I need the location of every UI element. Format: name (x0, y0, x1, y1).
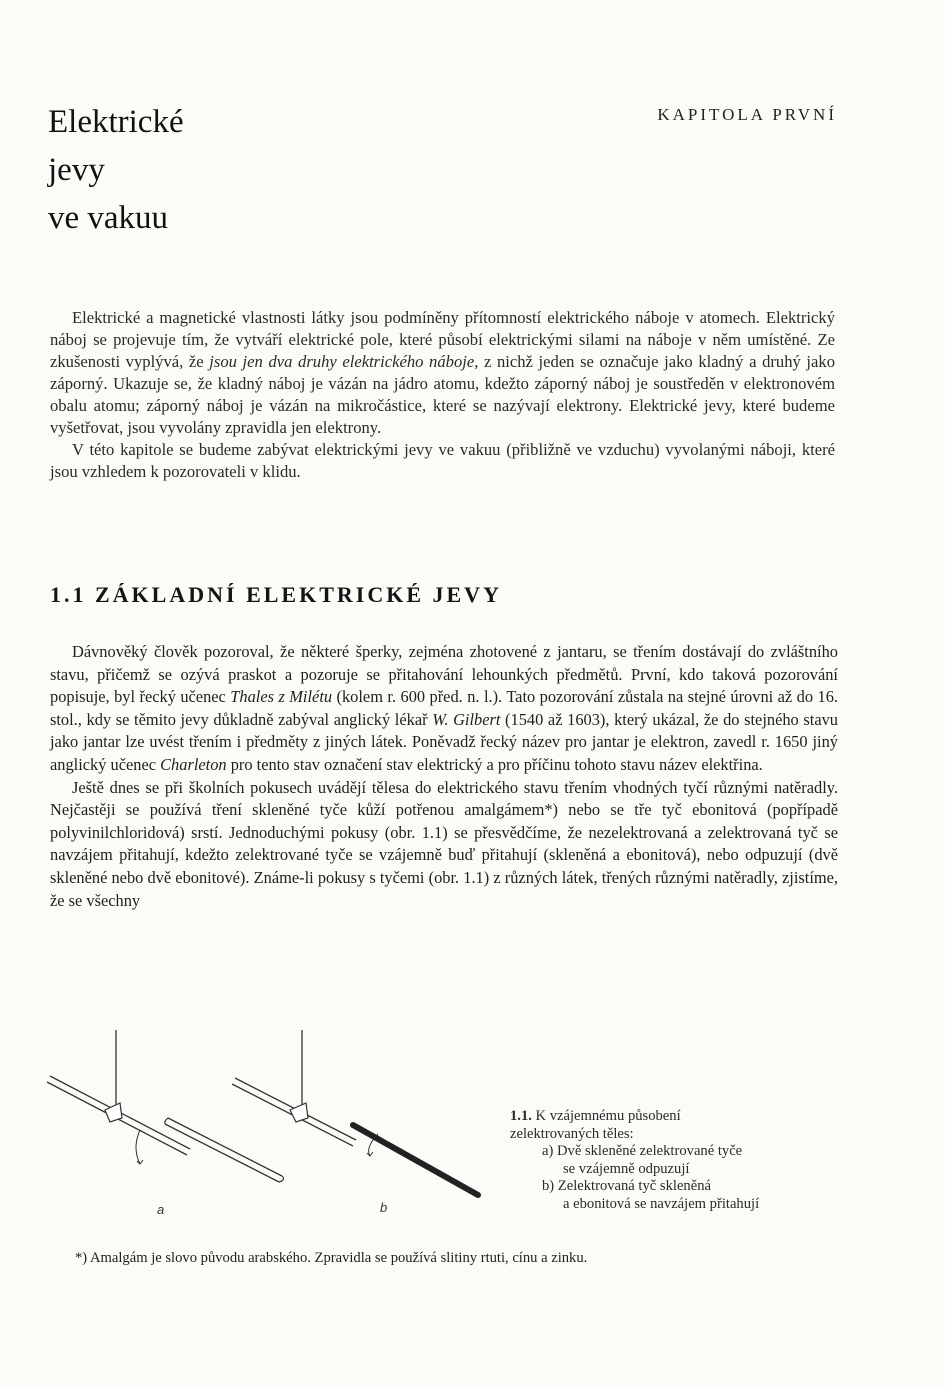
caption-number: 1.1. (510, 1108, 532, 1124)
intro-paragraph (50, 307, 835, 439)
body-text-run: (kolem r. 600 před. n. l.). Tato pozorování zůstala na stejné úrovni až do 16. stol., kdy se těmito jevy důkladně zabýval anglický lékař (50, 687, 838, 729)
figure-rods (40, 1030, 510, 1230)
chapter-title-line: Elektrické (48, 104, 184, 140)
chapter-title-line: jevy (48, 152, 105, 188)
chapter-title-line: ve vakuu (48, 200, 169, 236)
chapter-title (48, 98, 348, 242)
body-emphasis: Thales z Milétu (230, 687, 333, 707)
caption-line: zelektrovaných těles: (510, 1125, 634, 1142)
body-text-run: pro tento stav označení stav elektrický a pro příčinu tohoto stavu název elektřina. (226, 754, 763, 774)
caption-title: K vzájemnému působení (535, 1108, 681, 1124)
caption-line (510, 1108, 845, 1126)
intro-paragraph: V této kapitole se budeme zabývat elektrickými jevy ve vakuu (přibližně ve vzduchu) vyvolanými náboji, které jsou vzhledem k pozorovateli v klidu. (50, 440, 835, 481)
section-heading: 1.1 ZÁKLADNÍ ELEKTRICKÉ JEVY (50, 582, 502, 607)
chapter-label: KAPITOLA PRVNÍ (657, 105, 837, 124)
rod-end (165, 1118, 168, 1124)
motion-arrow (136, 1130, 140, 1164)
rods-illustration (40, 1030, 510, 1230)
caption-item-a-cont: se vzájemně odpuzují (563, 1160, 690, 1177)
intro-text-run: z nichž jeden se označuje jako kladný a druhý jako záporný. Ukazuje se, že kladný náboj je vázán na jádro atomu, kdežto záporný náboj je soustředěn v elektronovém obalu atomu; záporný náboj je vázán na mikročástice, které se nazývají elektrony. Elektrické jevy, které budeme vyšetřovat, jsou vyvolány zpravidla jen elektrony. (50, 352, 835, 437)
arrow-head (367, 1152, 373, 1156)
body-text-run: (1540 až 1603), který ukázal, že do stejného stavu jako jantar lze uvést třením i předměty z jiných látek. Poněvadž řecký název pro jantar je elektron, zavedl r. 1650 jiný anglický učenec (50, 709, 838, 774)
body-paragraph (50, 641, 838, 777)
body-text (50, 641, 838, 912)
figure-caption (510, 1108, 845, 1213)
body-emphasis: Charleton (160, 754, 227, 774)
body-emphasis: W. Gilbert (432, 709, 501, 729)
rod-end (279, 1176, 283, 1182)
body-text-run: Dávnověký člověk pozoroval, že některé šperky, zejména zhotovené z jantaru, se třením dostávají do zvláštního stavu, přičemž se ozývá praskot a pozoruje se přitahování lehounkých předmětů. První, kdo taková pozorování popisuje, byl řecký učenec (50, 642, 838, 707)
caption-item-b-cont: a ebonitová se navzájem přitahují (563, 1195, 760, 1212)
caption-item-a: a) Dvě skleněné zelektrované tyče (542, 1143, 743, 1159)
arrow-head (137, 1160, 143, 1164)
footnote: *) Amalgám je slovo původu arabského. Zpravidla se používá slitiny rtuti, cínu a zinku. (75, 1250, 588, 1266)
figure-label-a: a (157, 1202, 165, 1217)
ebonite-rod (353, 1125, 478, 1195)
figure-label-b: b (380, 1200, 388, 1215)
caption-item-b: b) Zelektrovaná tyč skleněná (542, 1178, 711, 1194)
intro-text (50, 307, 835, 483)
rod-holder (290, 1103, 308, 1122)
intro-emphasis: jsou jen dva druhy elektrického náboje, (209, 352, 479, 371)
intro-text-run: Elektrické a magnetické vlastnosti látky jsou podmíněny přítomností elektrického náboje v atomech. Elektrický náboj se projevuje tím, že vytváří elektrické pole, které působí elektrickými silami na náboje v něm umístěné. Ze zkušenosti vyplývá, že (50, 308, 835, 371)
body-paragraph: Ještě dnes se při školních pokusech uvádějí tělesa do elektrického stavu třením vhodných tyčí různými natěradly. Nejčastěji se používá tření skleněné tyče kůží potřenou amalgámem*) nebo se tře tyč ebonitová (popřípadě polyvinilchloridová) srstí. Jednoduchými pokusy (obr. 1.1) se přesvědčíme, že nezelektrovaná a zelektrovaná tyč se navzájem přitahují, kdežto zelektrované tyče se vzájemně buď přitahují (skleněná a ebonitová), nebo odpuzují (dvě skleněné nebo dvě ebonitové). Známe-li pokusy s tyčemi (obr. 1.1) z různých látek, třených různými natěradly, zjistíme, že se všechny (50, 777, 838, 910)
